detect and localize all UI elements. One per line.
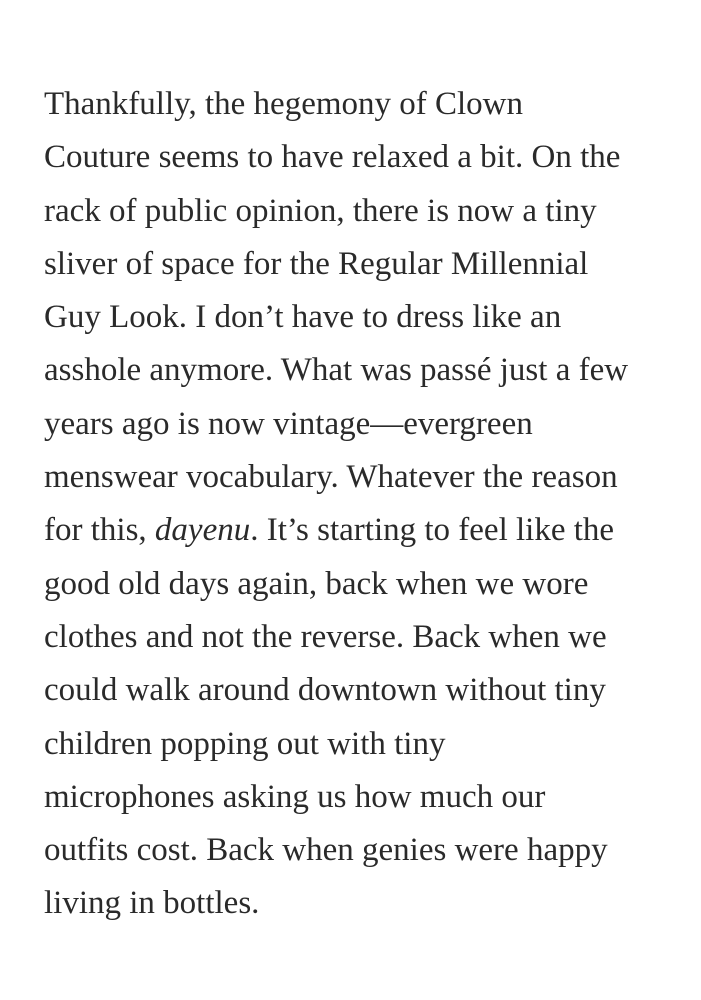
text-line: Thankfully, the hegemony of Clown (44, 86, 524, 122)
text-line: good old days again, back when we wore (44, 565, 589, 602)
text-line: Guy Look. I don’t have to dress like an (44, 299, 562, 336)
text-line-with-italic (44, 504, 664, 557)
text-line: outfits cost. Back when genies were happy (44, 832, 608, 869)
text-line: could walk around downtown without tiny (44, 672, 606, 709)
text-line: rack of public opinion, there is now a tiny (44, 192, 597, 229)
italic-word: dayenu (154, 512, 251, 549)
text-line: children popping out with tiny (44, 725, 446, 762)
text-line: menswear vocabulary. Whatever the reason (44, 459, 618, 496)
text-line: Couture seems to have relaxed a bit. On the (44, 139, 621, 176)
text-line: asshole anymore. What was passé just a few (44, 352, 629, 389)
body-paragraph (44, 78, 664, 931)
text-line: living in bottles. (44, 885, 260, 922)
text-line: clothes and not the reverse. Back when we (44, 618, 607, 655)
text-segment: . It’s starting to feel like the (250, 512, 615, 549)
text-line: years ago is now vintage—evergreen (44, 405, 533, 442)
text-line: microphones asking us how much our (44, 778, 546, 815)
text-segment: for this, (44, 512, 155, 549)
text-line: sliver of space for the Regular Millennial (44, 245, 589, 282)
